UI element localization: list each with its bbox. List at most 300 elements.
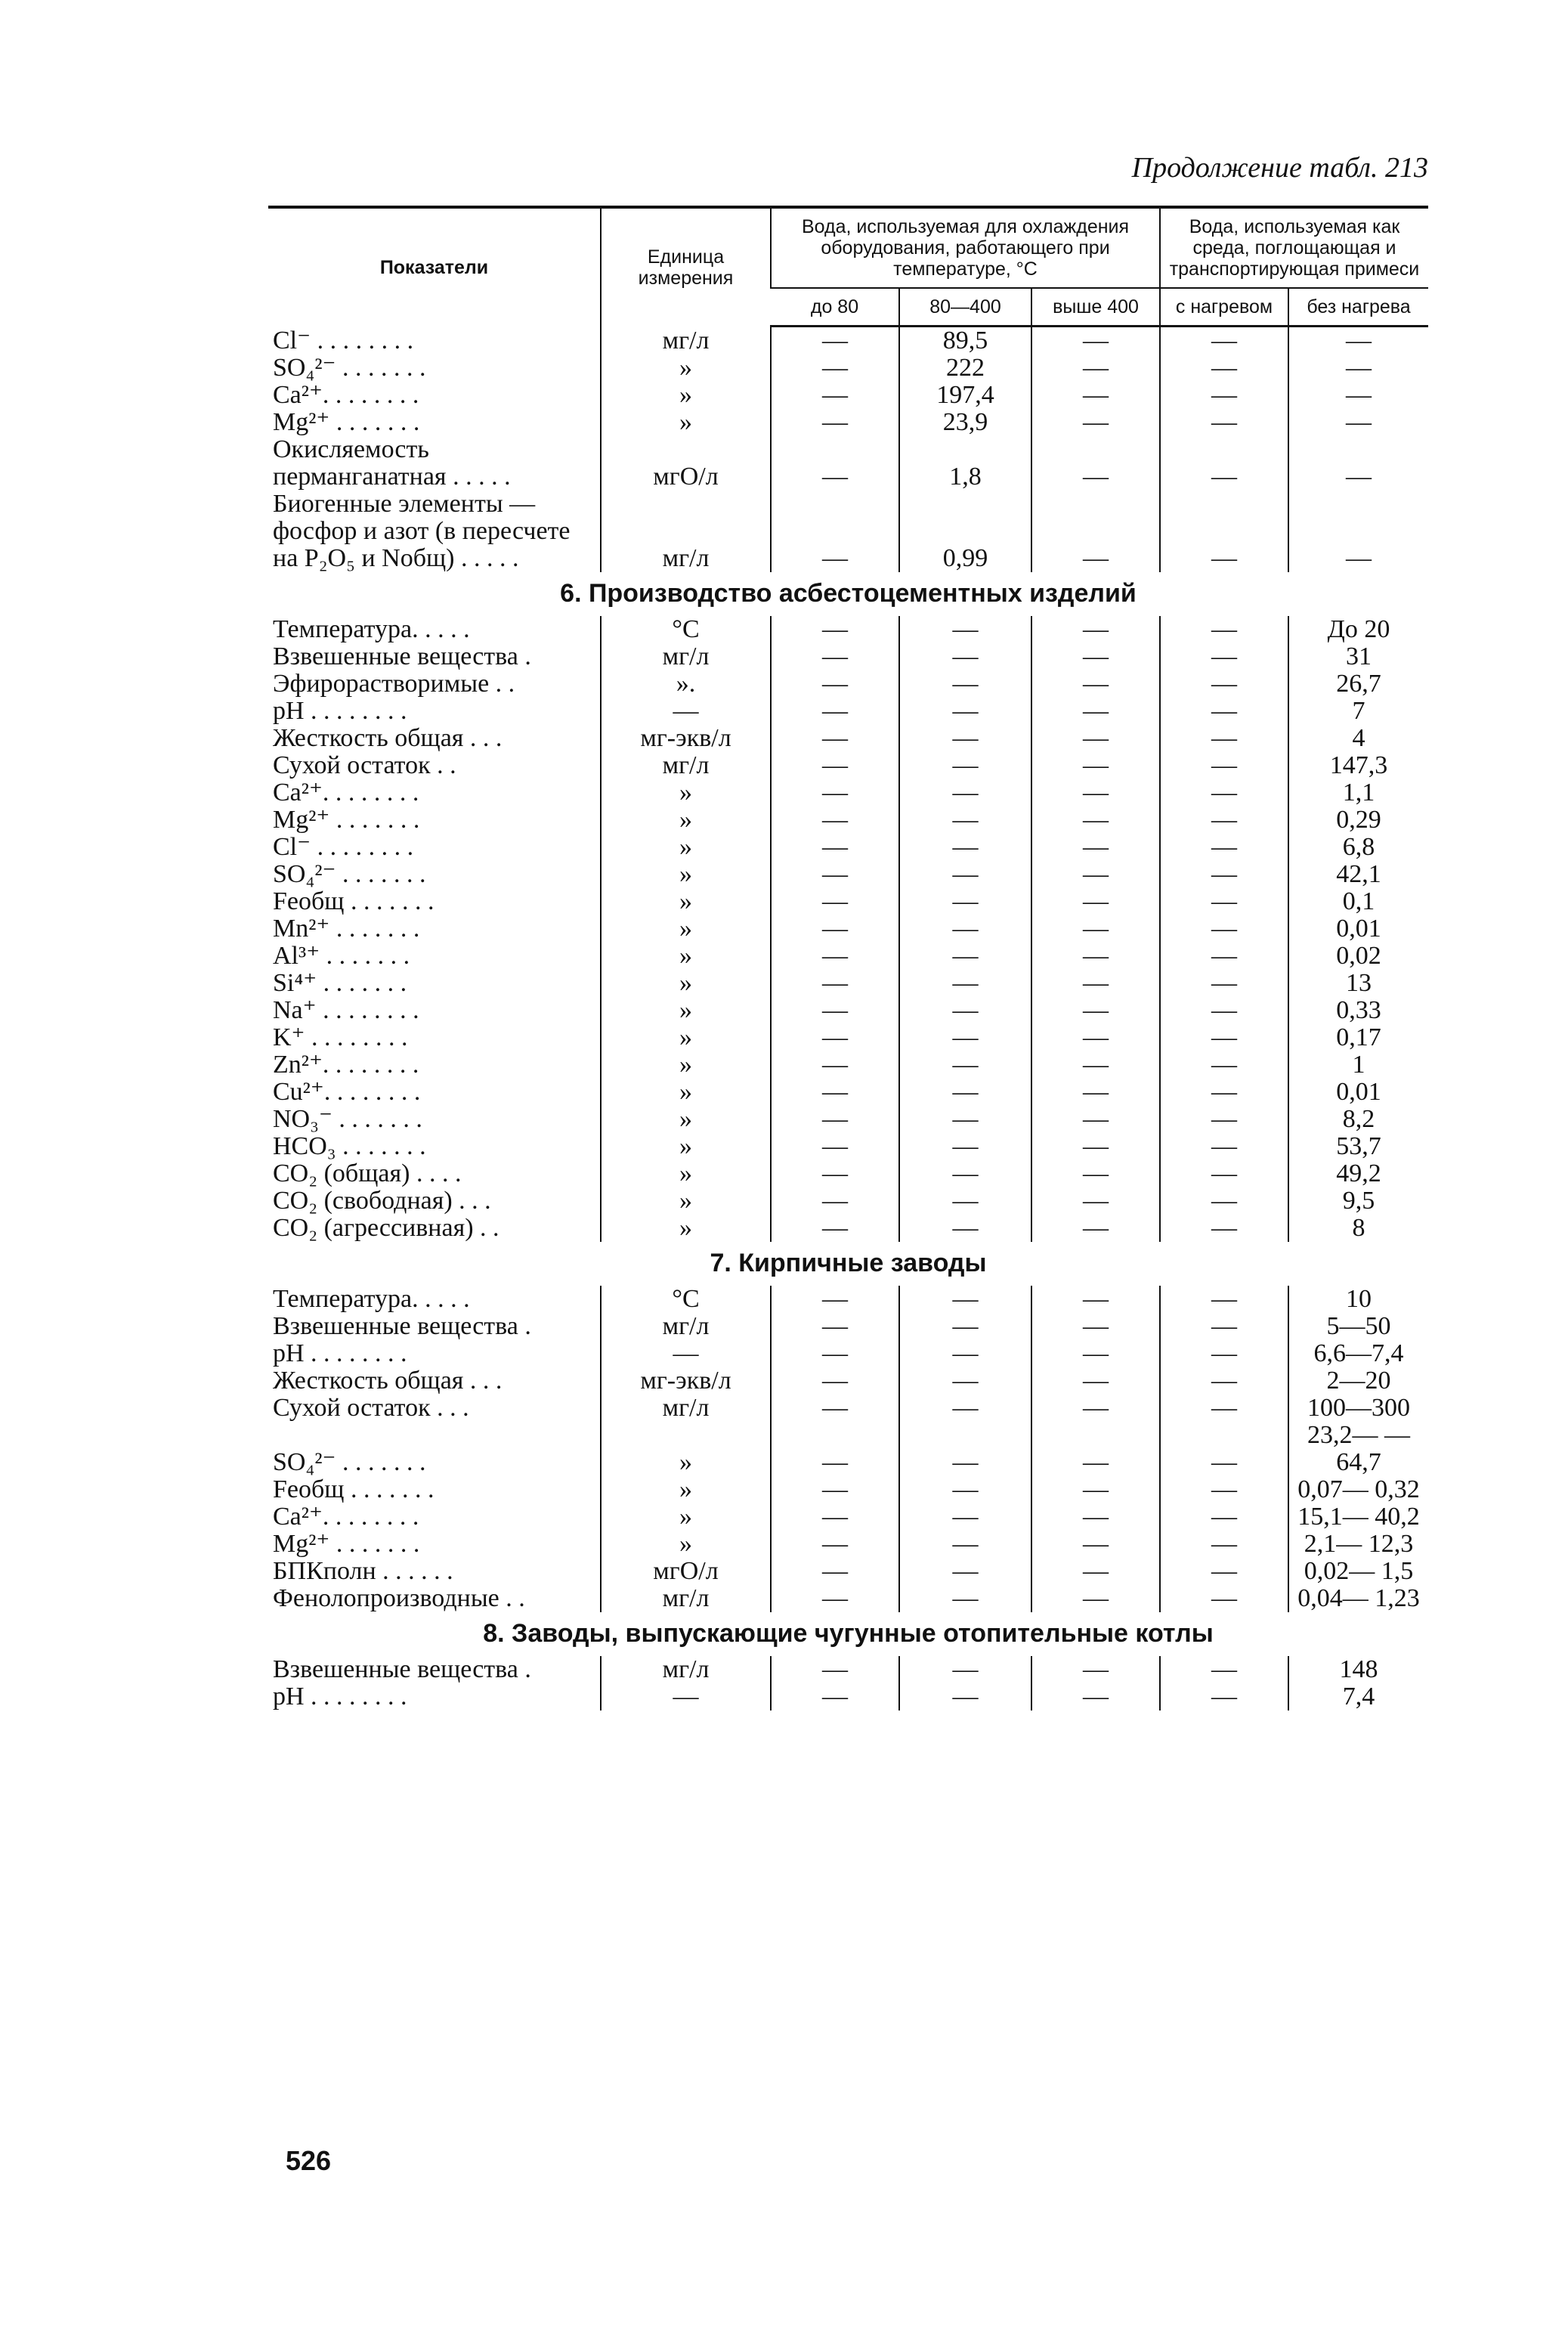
value-cell: 0,33 xyxy=(1288,997,1428,1024)
unit-cell: » xyxy=(601,1215,771,1242)
indicator-cell: Mg²⁺ . . . . . . . xyxy=(273,1530,420,1558)
value-cell: — xyxy=(1160,382,1288,409)
table-row xyxy=(268,1585,1428,1612)
value-cell: — xyxy=(1160,1313,1288,1340)
value-cell: 6,6—7,4 xyxy=(1288,1340,1428,1367)
value-cell: — xyxy=(771,970,899,997)
table-row xyxy=(268,1395,1428,1422)
table-row xyxy=(268,382,1428,409)
value-cell: — xyxy=(1288,327,1428,355)
table-row xyxy=(268,1051,1428,1079)
indicator-cell: K⁺ . . . . . . . . xyxy=(273,1023,408,1051)
value-cell: — xyxy=(1160,779,1288,806)
indicator-cell: Mg²⁺ . . . . . . . xyxy=(273,806,420,834)
value-cell: 0,02 xyxy=(1288,943,1428,970)
indicator-cell: Температура. . . . . xyxy=(273,1285,470,1313)
value-cell: — xyxy=(1031,1558,1160,1585)
value-cell: — xyxy=(1160,354,1288,382)
indicator-cell: Жесткость общая . . . xyxy=(273,724,503,752)
indicator-cell: SO₄²⁻ . . . . . . . xyxy=(273,860,426,888)
value-cell: — xyxy=(899,670,1031,698)
value-cell: — xyxy=(1160,1187,1288,1215)
unit-cell: мг/л xyxy=(601,491,771,572)
indicator-cell: NO₃⁻ . . . . . . . xyxy=(273,1105,422,1133)
unit-cell: » xyxy=(601,1133,771,1160)
value-cell: — xyxy=(1031,1313,1160,1340)
value-cell: — xyxy=(1160,725,1288,752)
unit-cell: » xyxy=(601,834,771,861)
value-cell: — xyxy=(771,1683,899,1710)
indicator-cell: Feобщ . . . . . . . xyxy=(273,1475,435,1503)
value-cell: — xyxy=(771,1106,899,1133)
unit-cell: » xyxy=(601,997,771,1024)
unit-cell: мгО/л xyxy=(601,1558,771,1585)
value-cell: — xyxy=(1031,698,1160,725)
value-cell: — xyxy=(771,436,899,491)
value-cell: — xyxy=(1031,725,1160,752)
value-cell: — xyxy=(899,1024,1031,1051)
indicator-cell: SO₄²⁻ . . . . . . . xyxy=(273,1448,426,1476)
value-cell: 2,1— 12,3 xyxy=(1288,1531,1428,1558)
table-row xyxy=(268,1215,1428,1242)
value-cell: — xyxy=(1031,670,1160,698)
table-row xyxy=(268,354,1428,382)
value-cell: — xyxy=(1031,970,1160,997)
value-cell: — xyxy=(771,1051,899,1079)
value-cell: — xyxy=(1160,1051,1288,1079)
value-cell: — xyxy=(771,779,899,806)
value-cell: — xyxy=(1031,1656,1160,1683)
unit-cell: » xyxy=(601,1079,771,1106)
value-cell: 2—20 xyxy=(1288,1367,1428,1395)
value-cell: — xyxy=(899,861,1031,888)
value-cell: — xyxy=(899,997,1031,1024)
value-cell: — xyxy=(771,1024,899,1051)
value-cell: 26,7 xyxy=(1288,670,1428,698)
indicator-cell: pH . . . . . . . . xyxy=(273,697,407,725)
header-sub-col: до 80 xyxy=(771,288,899,327)
table-row xyxy=(268,915,1428,943)
value-cell: — xyxy=(1031,382,1160,409)
value-cell: 0,04— 1,23 xyxy=(1288,1585,1428,1612)
value-cell: 197,4 xyxy=(899,382,1031,409)
value-cell: — xyxy=(899,725,1031,752)
table-row xyxy=(268,1476,1428,1503)
unit-cell: мг/л xyxy=(601,1656,771,1683)
value-cell: — xyxy=(899,1367,1031,1395)
table-row xyxy=(268,616,1428,643)
table-row xyxy=(268,327,1428,355)
value-cell: — xyxy=(1160,1367,1288,1395)
value-cell: — xyxy=(899,752,1031,779)
value-cell: — xyxy=(1160,436,1288,491)
table-row xyxy=(268,409,1428,436)
value-cell: — xyxy=(771,997,899,1024)
value-cell: 7 xyxy=(1288,698,1428,725)
value-cell: — xyxy=(771,491,899,572)
table-row xyxy=(268,1024,1428,1051)
table-row xyxy=(268,1133,1428,1160)
value-cell: 89,5 xyxy=(899,327,1031,355)
unit-cell: » xyxy=(601,354,771,382)
indicator-cell: CO₂ (агрессивная) . . xyxy=(273,1214,499,1242)
indicator-cell: Ca²⁺. . . . . . . . xyxy=(273,1503,419,1531)
table-row xyxy=(268,752,1428,779)
value-cell: — xyxy=(1288,354,1428,382)
indicator-cell: pH . . . . . . . . xyxy=(273,1339,407,1367)
unit-cell: мг/л xyxy=(601,643,771,670)
unit-cell: » xyxy=(601,915,771,943)
indicator-cell: pH . . . . . . . . xyxy=(273,1683,407,1710)
unit-cell: ». xyxy=(601,670,771,698)
value-cell: 222 xyxy=(899,354,1031,382)
indicator-cell: Al³⁺ . . . . . . . xyxy=(273,942,410,970)
unit-cell: » xyxy=(601,888,771,915)
unit-cell: » xyxy=(601,943,771,970)
value-cell: 0,02— 1,5 xyxy=(1288,1558,1428,1585)
indicator-cell: Биогенные элементы — фосфор и азот (в пересчете на P₂O₅ и Nобщ) . . . . . xyxy=(273,490,571,572)
value-cell: 5—50 xyxy=(1288,1313,1428,1340)
value-cell: — xyxy=(771,806,899,834)
value-cell: — xyxy=(771,698,899,725)
indicator-cell: Cl⁻ . . . . . . . . xyxy=(273,833,414,861)
table-row xyxy=(268,1367,1428,1395)
value-cell: — xyxy=(1031,1024,1160,1051)
header-group-cooling: Вода, используемая для охлаждения оборудования, работающего при температуре, °С xyxy=(771,207,1160,288)
value-cell: — xyxy=(1288,382,1428,409)
value-cell: — xyxy=(771,1133,899,1160)
value-cell: 0,99 xyxy=(899,491,1031,572)
value-cell: 53,7 xyxy=(1288,1133,1428,1160)
value-cell: — xyxy=(1160,327,1288,355)
value-cell: — xyxy=(1160,970,1288,997)
indicator-cell: Сухой остаток . . . xyxy=(273,1394,469,1422)
table-caption: Продолжение табл. 213 xyxy=(1131,152,1428,184)
value-cell: 13 xyxy=(1288,970,1428,997)
table-row xyxy=(268,888,1428,915)
value-cell: 42,1 xyxy=(1288,861,1428,888)
value-cell: 7,4 xyxy=(1288,1683,1428,1710)
value-cell: — xyxy=(899,698,1031,725)
value-cell: — xyxy=(899,643,1031,670)
value-cell: 147,3 xyxy=(1288,752,1428,779)
unit-cell: » xyxy=(601,779,771,806)
table-row xyxy=(268,1656,1428,1683)
value-cell: — xyxy=(771,1340,899,1367)
unit-cell: » xyxy=(601,1476,771,1503)
indicator-cell: Окисляемость перманганатная . . . . . xyxy=(273,435,511,491)
unit-cell: мг/л xyxy=(601,1395,771,1422)
value-cell: — xyxy=(771,834,899,861)
indicator-cell: Ca²⁺. . . . . . . . xyxy=(273,779,419,806)
value-cell: 49,2 xyxy=(1288,1160,1428,1187)
value-cell: — xyxy=(771,861,899,888)
value-cell: — xyxy=(1031,1133,1160,1160)
value-cell: — xyxy=(899,1395,1031,1422)
value-cell: — xyxy=(1160,491,1288,572)
value-cell: — xyxy=(899,943,1031,970)
value-cell: — xyxy=(771,1585,899,1612)
value-cell: — xyxy=(899,1585,1031,1612)
value-cell: — xyxy=(771,725,899,752)
indicator-cell: Mg²⁺ . . . . . . . xyxy=(273,408,420,436)
unit-cell: » xyxy=(601,1160,771,1187)
indicator-cell: Взвешенные вещества . xyxy=(273,642,531,670)
value-cell: — xyxy=(1031,888,1160,915)
indicator-cell: Mn²⁺ . . . . . . . xyxy=(273,915,420,943)
unit-cell: » xyxy=(601,382,771,409)
indicator-cell: Si⁴⁺ . . . . . . . xyxy=(273,969,407,997)
value-cell: — xyxy=(899,1133,1031,1160)
indicator-cell: Взвешенные вещества . xyxy=(273,1312,531,1340)
value-cell: До 20 xyxy=(1288,616,1428,643)
header-sub-col: 80—400 xyxy=(899,288,1031,327)
value-cell: — xyxy=(771,1476,899,1503)
value-cell: — xyxy=(771,888,899,915)
header-sub-col: выше 400 xyxy=(1031,288,1160,327)
value-cell: — xyxy=(899,888,1031,915)
unit-cell: » xyxy=(601,1051,771,1079)
value-cell: — xyxy=(1031,409,1160,436)
unit-cell: » xyxy=(601,1187,771,1215)
indicator-cell: Эфирорастворимые . . xyxy=(273,670,515,698)
value-cell: 8,2 xyxy=(1288,1106,1428,1133)
unit-cell: мг-экв/л xyxy=(601,1367,771,1395)
value-cell: — xyxy=(771,1422,899,1476)
value-cell: — xyxy=(1160,1395,1288,1422)
value-cell: — xyxy=(899,834,1031,861)
value-cell: — xyxy=(1160,943,1288,970)
value-cell: — xyxy=(899,1286,1031,1313)
value-cell: — xyxy=(1160,1683,1288,1710)
value-cell: — xyxy=(1031,752,1160,779)
value-cell: — xyxy=(1160,698,1288,725)
value-cell: — xyxy=(1031,1395,1160,1422)
section-title: 6. Производство асбестоцементных изделий xyxy=(560,579,1137,608)
value-cell: — xyxy=(1031,1585,1160,1612)
table-row xyxy=(268,806,1428,834)
value-cell: — xyxy=(1160,1133,1288,1160)
value-cell: — xyxy=(771,643,899,670)
value-cell: — xyxy=(1288,436,1428,491)
value-cell: — xyxy=(771,382,899,409)
table-row xyxy=(268,779,1428,806)
value-cell: — xyxy=(1160,1215,1288,1242)
value-cell: — xyxy=(1031,643,1160,670)
table-row xyxy=(268,1531,1428,1558)
indicator-cell: Feобщ . . . . . . . xyxy=(273,887,435,915)
value-cell: — xyxy=(771,1286,899,1313)
value-cell: — xyxy=(1031,616,1160,643)
value-cell: — xyxy=(1031,436,1160,491)
value-cell: — xyxy=(1031,1286,1160,1313)
value-cell: — xyxy=(899,1079,1031,1106)
value-cell: — xyxy=(771,670,899,698)
value-cell: — xyxy=(1160,1558,1288,1585)
value-cell: — xyxy=(771,616,899,643)
section-header-row xyxy=(268,572,1428,616)
unit-cell: » xyxy=(601,1024,771,1051)
section-title: 8. Заводы, выпускающие чугунные отопительные котлы xyxy=(483,1619,1214,1648)
value-cell: — xyxy=(899,779,1031,806)
indicator-cell: БПКполн . . . . . . xyxy=(273,1557,453,1585)
table-row xyxy=(268,970,1428,997)
table-row xyxy=(268,1160,1428,1187)
value-cell: — xyxy=(1160,888,1288,915)
unit-cell: мг/л xyxy=(601,327,771,355)
indicator-cell: Сухой остаток . . xyxy=(273,751,456,779)
table-row xyxy=(268,1313,1428,1340)
value-cell: 0,07— 0,32 xyxy=(1288,1476,1428,1503)
unit-cell: мг/л xyxy=(601,752,771,779)
table-row xyxy=(268,1106,1428,1133)
indicator-cell: Ca²⁺. . . . . . . . xyxy=(273,381,419,409)
value-cell: — xyxy=(771,1215,899,1242)
value-cell: — xyxy=(1031,861,1160,888)
unit-cell: » xyxy=(601,409,771,436)
value-cell: 1 xyxy=(1288,1051,1428,1079)
value-cell: 1,8 xyxy=(899,436,1031,491)
table-row xyxy=(268,436,1428,491)
value-cell: 9,5 xyxy=(1288,1187,1428,1215)
value-cell: — xyxy=(771,1558,899,1585)
value-cell: — xyxy=(771,354,899,382)
value-cell: — xyxy=(899,1313,1031,1340)
value-cell: 8 xyxy=(1288,1215,1428,1242)
value-cell: 6,8 xyxy=(1288,834,1428,861)
value-cell: — xyxy=(899,1683,1031,1710)
value-cell: — xyxy=(1031,1187,1160,1215)
value-cell: — xyxy=(771,1079,899,1106)
indicator-cell: Na⁺ . . . . . . . . xyxy=(273,996,419,1024)
indicator-cell: Zn²⁺. . . . . . . . xyxy=(273,1051,419,1079)
unit-cell: » xyxy=(601,1106,771,1133)
value-cell: — xyxy=(899,1476,1031,1503)
table-row xyxy=(268,643,1428,670)
value-cell: 0,01 xyxy=(1288,1079,1428,1106)
value-cell: — xyxy=(771,409,899,436)
table-row xyxy=(268,1187,1428,1215)
value-cell: — xyxy=(1031,1079,1160,1106)
value-cell: — xyxy=(1031,943,1160,970)
value-cell: 23,2— —64,7 xyxy=(1288,1422,1428,1476)
table-row xyxy=(268,1558,1428,1585)
value-cell: — xyxy=(771,752,899,779)
value-cell: — xyxy=(899,970,1031,997)
value-cell: — xyxy=(1031,1215,1160,1242)
value-cell: 0,01 xyxy=(1288,915,1428,943)
value-cell: — xyxy=(1160,409,1288,436)
indicator-cell: Cl⁻ . . . . . . . . xyxy=(273,327,414,354)
unit-cell: » xyxy=(601,861,771,888)
indicator-cell: CO₂ (свободная) . . . xyxy=(273,1187,491,1215)
value-cell: — xyxy=(899,1558,1031,1585)
value-cell: 15,1— 40,2 xyxy=(1288,1503,1428,1531)
value-cell: — xyxy=(1160,643,1288,670)
value-cell: — xyxy=(771,915,899,943)
value-cell: 10 xyxy=(1288,1286,1428,1313)
value-cell: — xyxy=(771,1367,899,1395)
value-cell: — xyxy=(1031,806,1160,834)
unit-cell: » xyxy=(601,1422,771,1476)
value-cell: — xyxy=(1160,1160,1288,1187)
table-row xyxy=(268,698,1428,725)
value-cell: — xyxy=(771,1160,899,1187)
value-cell: — xyxy=(1031,354,1160,382)
value-cell: — xyxy=(899,1656,1031,1683)
value-cell: — xyxy=(1031,1422,1160,1476)
unit-cell: » xyxy=(601,1503,771,1531)
value-cell: — xyxy=(1031,834,1160,861)
value-cell: — xyxy=(1160,1422,1288,1476)
value-cell: — xyxy=(899,1340,1031,1367)
indicator-cell: HCO₃ . . . . . . . xyxy=(273,1132,426,1160)
section-title: 7. Кирпичные заводы xyxy=(710,1249,987,1277)
section-header-row xyxy=(268,1612,1428,1656)
value-cell: — xyxy=(1160,915,1288,943)
value-cell: — xyxy=(1031,1340,1160,1367)
table-row xyxy=(268,834,1428,861)
value-cell: 31 xyxy=(1288,643,1428,670)
value-cell: 0,17 xyxy=(1288,1024,1428,1051)
value-cell: — xyxy=(1031,1683,1160,1710)
table-row xyxy=(268,1340,1428,1367)
value-cell: — xyxy=(1160,1503,1288,1531)
indicator-cell: SO₄²⁻ . . . . . . . xyxy=(273,354,426,382)
value-cell: — xyxy=(1160,1286,1288,1313)
value-cell: — xyxy=(899,915,1031,943)
table-row xyxy=(268,997,1428,1024)
table-row xyxy=(268,861,1428,888)
table-row xyxy=(268,670,1428,698)
value-cell: — xyxy=(899,1531,1031,1558)
value-cell: — xyxy=(1160,1106,1288,1133)
value-cell: 4 xyxy=(1288,725,1428,752)
value-cell: — xyxy=(1160,997,1288,1024)
value-cell: — xyxy=(1160,616,1288,643)
value-cell: — xyxy=(1160,1656,1288,1683)
value-cell: — xyxy=(1288,409,1428,436)
table-body xyxy=(268,327,1428,1711)
value-cell: — xyxy=(1160,1340,1288,1367)
indicator-cell: CO₂ (общая) . . . . xyxy=(273,1159,462,1187)
value-cell: — xyxy=(899,806,1031,834)
unit-cell: °С xyxy=(601,1286,771,1313)
value-cell: — xyxy=(1031,1531,1160,1558)
table-row xyxy=(268,1422,1428,1476)
indicator-cell: Жесткость общая . . . xyxy=(273,1367,503,1395)
value-cell: 0,1 xyxy=(1288,888,1428,915)
table-row xyxy=(268,1079,1428,1106)
value-cell: — xyxy=(1160,1531,1288,1558)
value-cell: — xyxy=(1160,1079,1288,1106)
unit-cell: » xyxy=(601,1531,771,1558)
value-cell: — xyxy=(1160,834,1288,861)
header-indicator: Показатели xyxy=(268,207,601,327)
value-cell: — xyxy=(1031,997,1160,1024)
header-sub-col: без нагрева xyxy=(1288,288,1428,327)
indicator-cell: Взвешенные вещества . xyxy=(273,1655,531,1683)
header-unit: Единица измерения xyxy=(601,207,771,327)
indicator-cell: Cu²⁺. . . . . . . . xyxy=(273,1078,421,1106)
value-cell: — xyxy=(771,1531,899,1558)
unit-cell: мгО/л xyxy=(601,436,771,491)
value-cell: — xyxy=(771,327,899,355)
data-table xyxy=(268,206,1428,1710)
value-cell: — xyxy=(1031,1106,1160,1133)
value-cell: — xyxy=(1031,1051,1160,1079)
value-cell: 148 xyxy=(1288,1656,1428,1683)
